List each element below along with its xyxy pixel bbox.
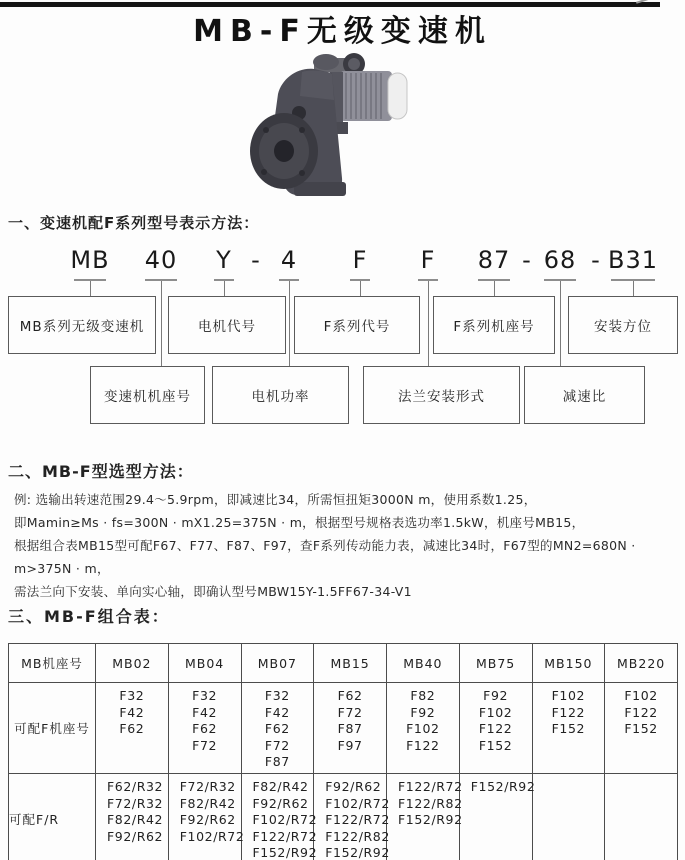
code-connector-line bbox=[494, 281, 495, 296]
code-dash: - bbox=[522, 246, 532, 274]
code-connector-line bbox=[633, 281, 634, 296]
table-cell-item: F102 bbox=[551, 688, 586, 703]
table-cell-item: F62/R32 bbox=[107, 779, 164, 794]
table-cell-item: F72 bbox=[337, 704, 363, 720]
table-cell-item: F92/R62 bbox=[107, 828, 164, 844]
table-cell-item: F122 bbox=[551, 704, 586, 720]
table-cell-item: F152/R92 bbox=[470, 779, 536, 794]
table-cell-item: F62 bbox=[119, 721, 145, 736]
code-dash: - bbox=[591, 246, 601, 274]
table-cell bbox=[314, 683, 387, 774]
table-cell-item: F42 bbox=[192, 704, 218, 720]
table-header-cell: MB机座号 bbox=[9, 644, 96, 683]
table-header-cell: MB07 bbox=[241, 644, 314, 683]
table-cell bbox=[241, 774, 318, 860]
table-cell-item: F92 bbox=[483, 688, 509, 703]
gearmotor-image bbox=[242, 52, 410, 202]
table-cell-item: F102 bbox=[478, 704, 513, 720]
table-header-cell: MB04 bbox=[168, 644, 241, 683]
table-cell-item: F87 bbox=[264, 754, 290, 769]
code-dash: - bbox=[251, 246, 261, 274]
code-segment-y: Y bbox=[216, 246, 232, 274]
code-connector-line bbox=[224, 281, 225, 296]
table-cell bbox=[96, 683, 169, 774]
table-row bbox=[9, 683, 678, 774]
table-cell-item: F102/R72 bbox=[252, 812, 318, 827]
table-cell-item: F152 bbox=[551, 721, 586, 736]
section-3-heading: 三、MB-F组合表： bbox=[8, 607, 170, 626]
table-cell-item: F122/R72 bbox=[398, 779, 463, 794]
label-box-top-4: 安装方位 bbox=[568, 296, 678, 354]
table-header-cell: MB75 bbox=[459, 644, 532, 683]
table-cell-item: F72 bbox=[192, 737, 218, 753]
table-cell bbox=[387, 683, 460, 774]
code-segment-40: 40 bbox=[144, 246, 178, 274]
code-segment-mb: MB bbox=[70, 246, 110, 274]
table-cell-item: F42 bbox=[119, 704, 145, 720]
label-box-top-0: MB系列无级变速机 bbox=[8, 296, 156, 354]
table-cell-item: F82/R42 bbox=[107, 812, 164, 827]
label-box-top-1: 电机代号 bbox=[168, 296, 286, 354]
table-header-cell: MB40 bbox=[387, 644, 460, 683]
code-segment-b31: B31 bbox=[607, 246, 659, 274]
table-cell bbox=[605, 683, 678, 774]
model-code-diagram bbox=[0, 246, 685, 428]
table-cell-item: F92/R62 bbox=[252, 795, 309, 811]
gearmotor-illustration bbox=[242, 52, 410, 202]
label-box-bottom-2: 法兰安装形式 bbox=[363, 366, 520, 424]
table-cell bbox=[168, 774, 245, 860]
table-header-cell: MB02 bbox=[96, 644, 169, 683]
table-cell-item: F102/R72 bbox=[179, 828, 245, 844]
page-title: MB-F无级变速机 bbox=[193, 14, 492, 49]
table-cell-item: F72 bbox=[264, 737, 290, 753]
table-cell-item: F122 bbox=[406, 737, 440, 753]
table-row-label: 可配F机座号 bbox=[9, 683, 96, 774]
table-cell-item: F122/R82 bbox=[325, 828, 390, 844]
table-cell-item: F152/R92 bbox=[325, 845, 390, 860]
table-cell-item: F82 bbox=[410, 688, 436, 703]
table-cell bbox=[532, 774, 605, 860]
table-cell-item: F72/R32 bbox=[107, 795, 164, 811]
label-box-top-3: F系列机座号 bbox=[433, 296, 555, 354]
table-cell-item: F122 bbox=[478, 721, 513, 736]
table-cell-item: F92 bbox=[410, 704, 436, 720]
table-header-cell: MB220 bbox=[605, 644, 678, 683]
table-cell-item: F92/R62 bbox=[325, 779, 382, 794]
table-cell-item: F82/R42 bbox=[252, 779, 309, 794]
table-cell bbox=[96, 774, 169, 860]
example-line-3: 根据组合表MB15型可配F67、F77、F87、F97，查F系列传动能力表，减速比34时，F67型的MN2=680N · m>375N · m， bbox=[14, 538, 636, 576]
table-cell-item: F92/R62 bbox=[179, 812, 236, 827]
code-segment-87: 87 bbox=[477, 246, 511, 274]
code-connector-line bbox=[161, 281, 162, 366]
table-cell-item: F42 bbox=[264, 704, 290, 720]
label-box-bottom-3: 减速比 bbox=[524, 366, 645, 424]
code-connector-line bbox=[360, 281, 361, 296]
table-cell-item: F102 bbox=[624, 688, 658, 703]
label-box-bottom-1: 电机功率 bbox=[212, 366, 349, 424]
table-cell bbox=[605, 774, 678, 860]
table-cell-item: F32 bbox=[264, 688, 290, 703]
table-cell-item: F32 bbox=[192, 688, 218, 703]
table-header-cell: MB15 bbox=[314, 644, 387, 683]
table-row bbox=[9, 774, 678, 860]
table-header-cell: MB150 bbox=[532, 644, 605, 683]
table-cell-item: F152/R92 bbox=[398, 812, 463, 827]
table-cell-item: F122/R72 bbox=[325, 812, 390, 827]
label-box-bottom-0: 变速机机座号 bbox=[90, 366, 205, 424]
table-cell-item: F152 bbox=[624, 721, 658, 736]
table-row-label: 可配F/R bbox=[9, 774, 96, 860]
code-segment-f: F bbox=[352, 246, 368, 274]
label-box-top-2: F系列代号 bbox=[294, 296, 420, 354]
code-connector-line bbox=[428, 281, 429, 366]
table-cell-item: F122/R82 bbox=[398, 795, 463, 811]
table-cell-item: F72/R32 bbox=[179, 779, 236, 794]
code-connector-line bbox=[289, 281, 290, 366]
example-line-4: 需法兰向下安装、单向实心轴，即确认型号MBW15Y-1.5FF67-34-V1 bbox=[14, 584, 412, 599]
table-cell-item: F122 bbox=[624, 704, 658, 720]
table-cell-item: F62 bbox=[264, 721, 290, 736]
table-cell-item: F32 bbox=[119, 688, 145, 703]
table-cell bbox=[459, 774, 536, 860]
table-cell-item: F152 bbox=[478, 737, 513, 753]
table-cell-item: F102 bbox=[406, 721, 440, 736]
code-segment-f: F bbox=[420, 246, 436, 274]
table-cell-item: F122/R72 bbox=[252, 828, 318, 844]
table-cell bbox=[459, 683, 532, 774]
table-cell-item: F87 bbox=[337, 721, 363, 736]
code-connector-line bbox=[560, 281, 561, 366]
section-2-heading: 二、MB-F型选型方法： bbox=[8, 462, 194, 481]
table-cell-item: F97 bbox=[337, 737, 363, 753]
code-segment-4: 4 bbox=[280, 246, 298, 274]
table-cell bbox=[387, 774, 463, 860]
table-cell-item: F102/R72 bbox=[325, 795, 390, 811]
table-cell bbox=[168, 683, 241, 774]
selection-example bbox=[14, 488, 674, 603]
code-connector-line bbox=[90, 281, 91, 296]
table-cell-item: F82/R42 bbox=[179, 795, 236, 811]
code-segment-68: 68 bbox=[543, 246, 577, 274]
table-cell-item: F62 bbox=[337, 688, 363, 703]
table-cell bbox=[314, 774, 390, 860]
table-header-row bbox=[9, 644, 678, 683]
example-line-2: 即Mamin≥Ms · fs=300N · mX1.25=375N · m，根据型号规格表选功率1.5kW，机座号MB15， bbox=[14, 515, 585, 530]
table-cell bbox=[532, 683, 605, 774]
combination-table bbox=[8, 643, 678, 860]
table-cell-item: F62 bbox=[192, 721, 218, 736]
table-cell-item: F152/R92 bbox=[252, 845, 318, 860]
section-1-heading: 一、变速机配F系列型号表示方法： bbox=[8, 214, 260, 232]
table-cell bbox=[241, 683, 314, 774]
example-line-1: 例: 选输出转速范围29.4～5.9rpm，即减速比34，所需恒扭矩3000N m，使用系数1.25， bbox=[14, 492, 537, 507]
